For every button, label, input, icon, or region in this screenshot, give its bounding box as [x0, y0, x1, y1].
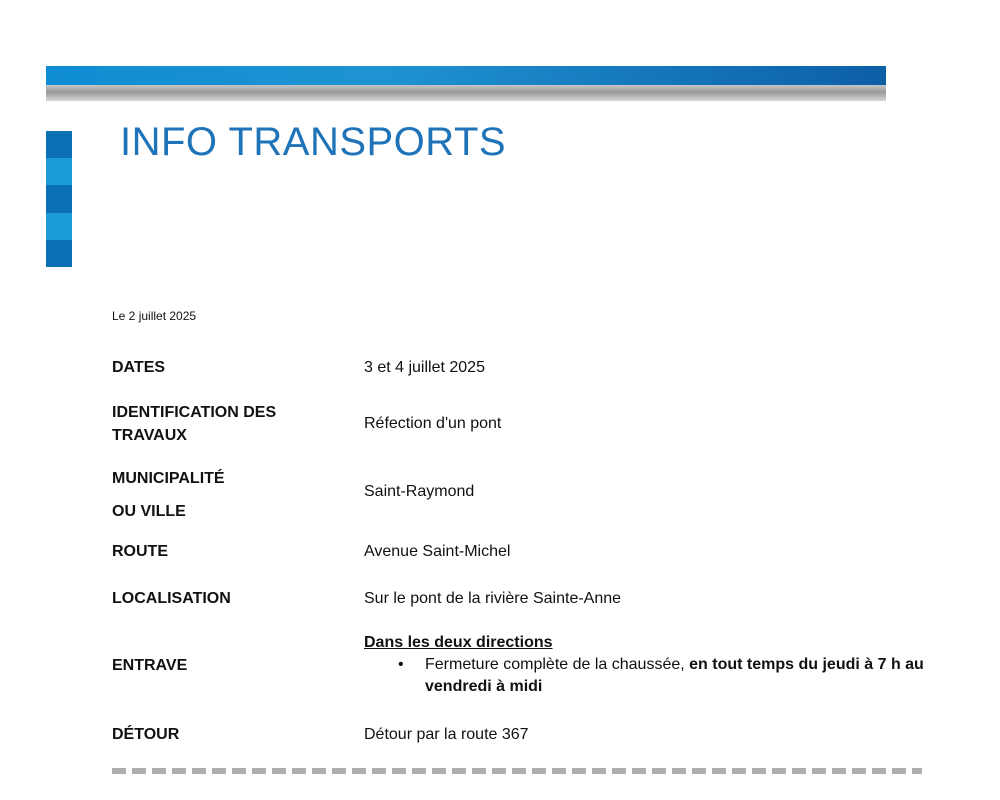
label-dates: DATES	[112, 359, 166, 376]
value-dates: 3 et 4 juillet 2025	[364, 359, 485, 376]
truncated-text-line	[112, 758, 922, 774]
value-route: Avenue Saint-Michel	[364, 543, 511, 560]
value-municipalite: Saint-Raymond	[364, 483, 475, 500]
bullet-icon: •	[398, 656, 404, 673]
truncated-text-marks	[112, 768, 922, 774]
stack-square-4	[46, 213, 72, 240]
value-localisation: Sur le pont de la rivière Sainte-Anne	[364, 590, 622, 607]
entrave-item-normal: Fermeture complète de la chaussée,	[425, 656, 690, 673]
stack-square-3	[46, 185, 72, 212]
label-municipalite-line1: MUNICIPALITÉ	[112, 470, 225, 487]
entrave-list	[364, 654, 945, 698]
publish-date: Le 2 juillet 2025	[112, 309, 197, 323]
label-entrave: ENTRAVE	[112, 657, 188, 674]
stack-square-1	[46, 131, 72, 158]
entrave-list-item	[364, 654, 945, 698]
label-route: ROUTE	[112, 543, 168, 560]
left-square-stack	[46, 131, 72, 267]
value-detour: Détour par la route 367	[364, 726, 529, 743]
header-band-bottom	[46, 85, 886, 101]
entrave-heading: Dans les deux directions	[364, 634, 553, 651]
page-title: INFO TRANSPORTS	[120, 120, 507, 164]
value-entrave	[364, 632, 945, 698]
stack-square-2	[46, 158, 72, 185]
label-municipalite-line2: OU VILLE	[112, 503, 186, 520]
value-identification: Réfection d'un pont	[364, 415, 502, 432]
label-identification: IDENTIFICATION DES TRAVAUX	[112, 404, 277, 444]
stack-square-5	[46, 240, 72, 267]
entrave-item-bold: en tout temps du jeudi à 7 h au vendredi à midi	[425, 656, 924, 695]
label-detour: DÉTOUR	[112, 726, 180, 743]
label-localisation: LOCALISATION	[112, 590, 231, 607]
header-band-top	[46, 66, 886, 85]
label-municipalite	[112, 467, 332, 523]
